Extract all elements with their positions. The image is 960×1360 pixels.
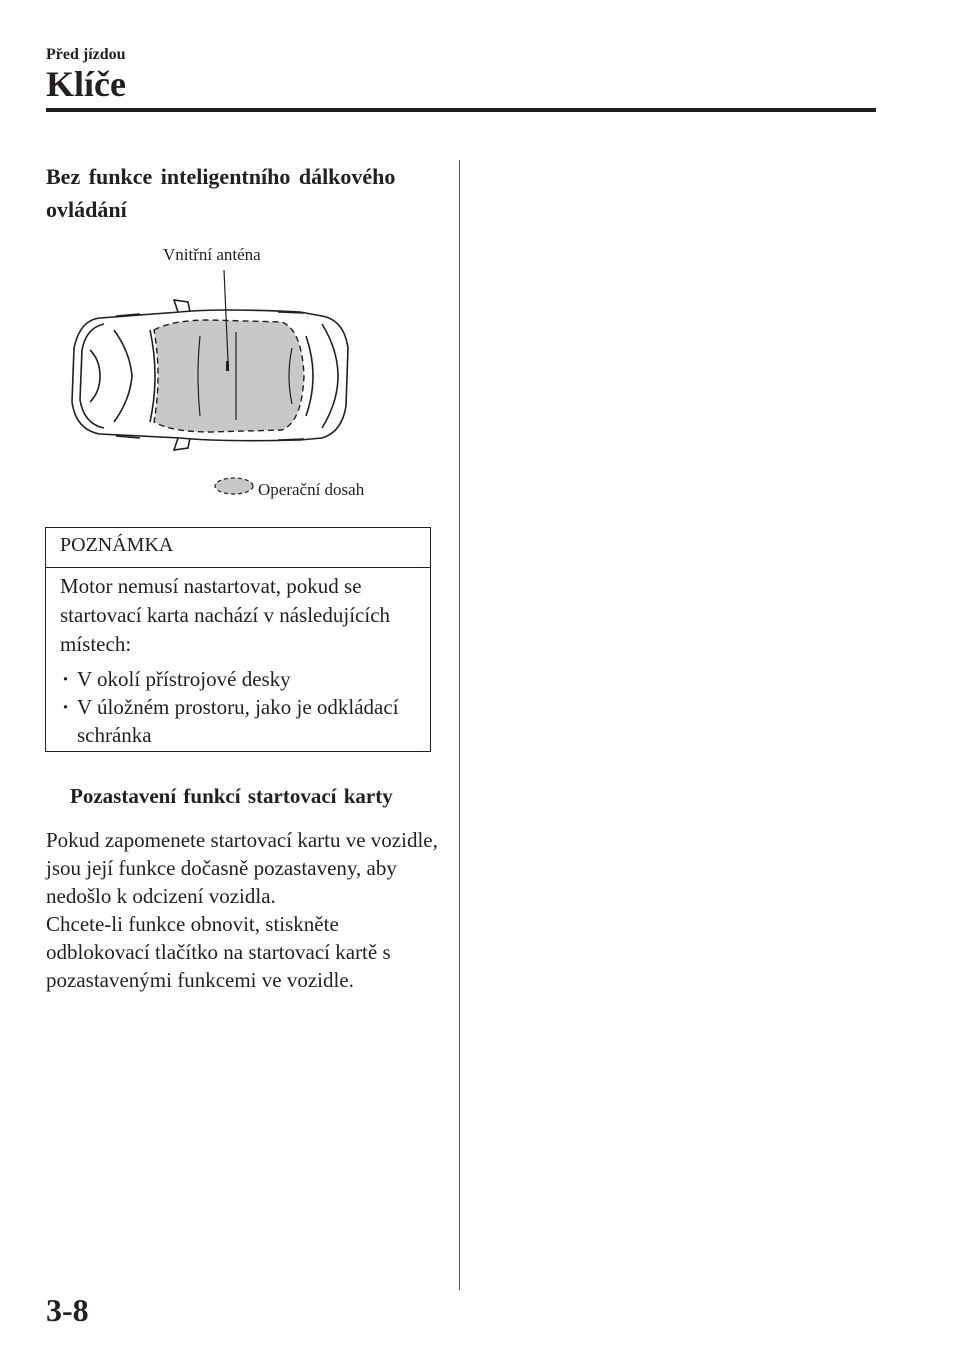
antenna-label: Vnitřní anténa (163, 245, 261, 264)
section-name: Před jízdou (46, 46, 126, 63)
note-header (46, 528, 430, 568)
page-title: Klíče (46, 64, 126, 104)
note-bullet: · V úložném prostoru, jako je odkládací schránka (60, 693, 422, 749)
column-divider (459, 160, 460, 1290)
note-intro: Motor nemusí nastartovat, pokud se startovací karta nachází v následujících místech: (60, 574, 391, 656)
range-legend-label: Operační dosah (258, 480, 365, 499)
note-bullet-list (60, 665, 422, 749)
note-bullet: · V okolí přístrojové desky (60, 665, 422, 693)
body-text (46, 826, 446, 994)
note-body (60, 572, 422, 749)
paragraph: Pokud zapomenete startovací kartu ve vozidle, jsou její funkce dočasně pozastaveny, aby nedošlo k odcizení vozidla. (46, 828, 438, 908)
subheading: Bez funkce inteligentního dálkového ovládání (46, 164, 396, 222)
note-box (45, 527, 431, 752)
note-heading: POZNÁMKA (60, 534, 174, 556)
car-antenna-diagram (60, 240, 440, 510)
header-rule (46, 108, 876, 112)
page-number: 3-8 (46, 1292, 89, 1328)
paragraph: Chcete-li funkce obnovit, stiskněte odblokovací tlačítko na startovací kartě s pozastavenými funkcemi ve vozidle. (46, 912, 391, 992)
section-heading: Pozastavení funkcí startovací karty (70, 784, 393, 808)
